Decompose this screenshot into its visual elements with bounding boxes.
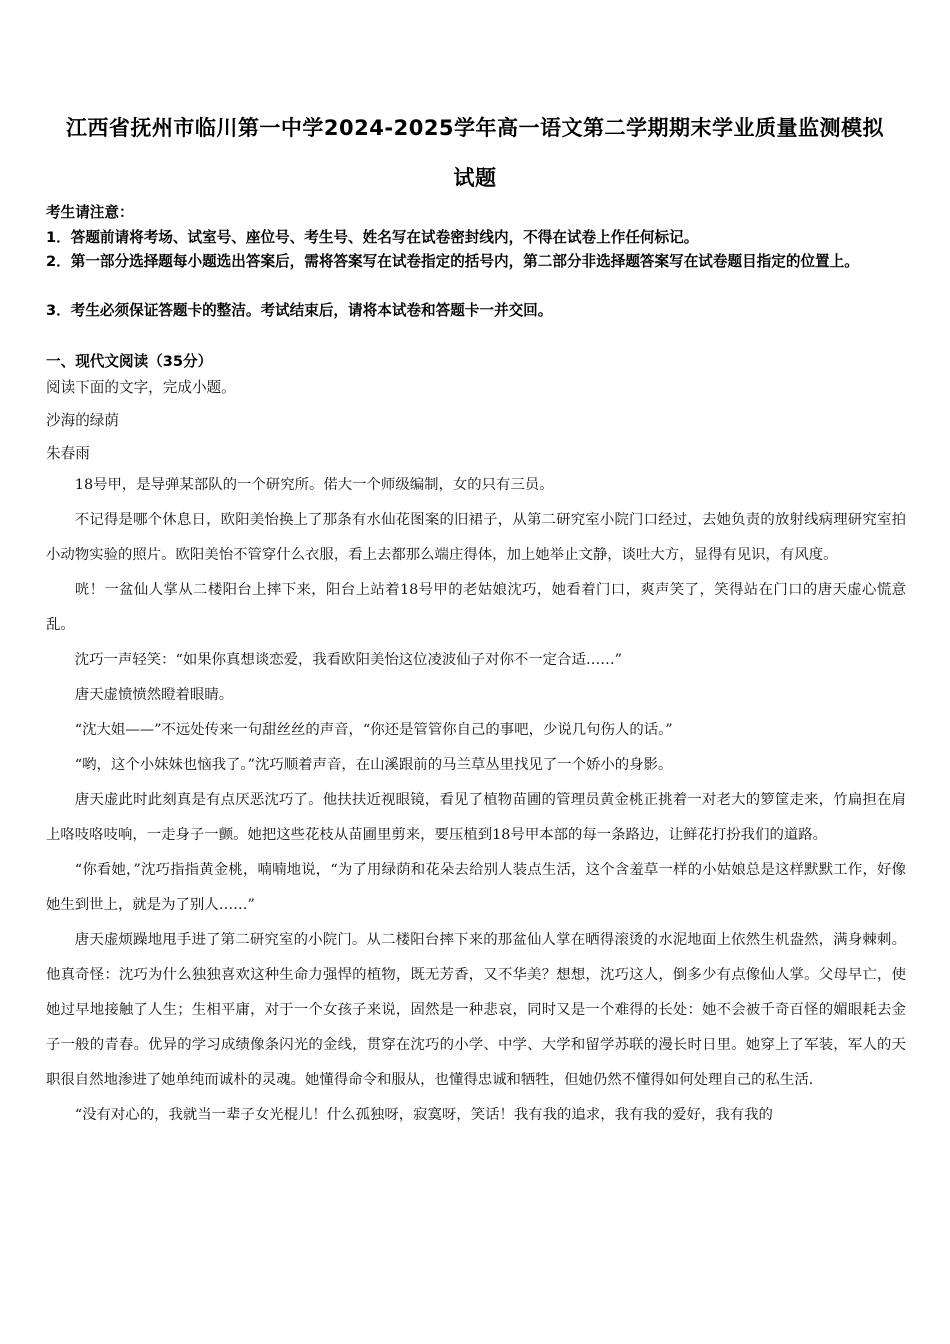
exam-title-line-2: 试题 (453, 166, 497, 190)
paragraph: “哟，这个小妹妹也恼我了。”沈巧顺着声音，在山溪跟前的马兰草丛里找见了一个娇小的身影。 (74, 757, 673, 773)
notice-item-3: 3．考生必须保证答题卡的整洁。考试结束后，请将本试卷和答题卡一并交回。 (46, 302, 553, 319)
reading-instruction: 阅读下面的文字，完成小题。 (46, 379, 236, 396)
notice-heading: 考生请注意： (46, 204, 134, 221)
section-heading: 一、现代文阅读（35分） (46, 353, 213, 370)
paragraph: “没有对心的，我就当一辈子女光棍儿！什么孤独呀，寂寞呀，笑话！我有我的追求，我有我的爱好，我有我的 (74, 1107, 773, 1123)
paragraph: “沈大姐——”不远处传来一句甜丝丝的声音，“你还是管管你自己的事吧，少说几句伤人的话。” (74, 722, 673, 738)
paragraph: 唐天虚烦躁地甩手进了第二研究室的小院门。从二楼阳台摔下来的那盆仙人掌在晒得滚烫的水泥地面上依然生机盎然，满身棘刺。他真奇怪：沈巧为什么独独喜欢这种生命力强悍的植物，既无芳香，又不华美？想想，沈巧这人，倒多少有点像仙人掌。父母早亡，使她过早地接触了人生；生相平庸，对于一个女孩子来说，固然是一种悲哀，同时又是一个难得的长处：她不会被千奇百怪的媚眼耗去金子一般的青春。优异的学习成绩像条闪光的金线，贯穿在沈巧的小学、中学、大学和留学苏联的漫长时日里。她穿上了军装，军人的天职很自然地渗进了她单纯而诚朴的灵魂。她懂得命令和服从，也懂得忠诚和牺牲，但她仍然不懂得如何处理自己的私生活. (46, 932, 906, 1088)
article-body (46, 468, 906, 1133)
exam-title-line-1: 江西省抚州市临川第一中学2024-2025学年高一语文第二学期期末学业质量监测模拟 (65, 116, 885, 140)
notice-item-2: 2．第一部分选择题每小题选出答案后，需将答案写在试卷指定的括号内，第二部分非选择题答案写在试卷题目指定的位置上。 (46, 253, 859, 270)
paragraph: 18号甲，是导弹某部队的一个研究所。偌大一个师级编制，女的只有三员。 (74, 477, 554, 493)
notice-item-1: 1．答题前请将考场、试室号、座位号、考生号、姓名写在试卷密封线内，不得在试卷上作任何标记。 (46, 229, 699, 246)
article-title: 沙海的绿荫 (46, 412, 119, 429)
paragraph: 不记得是哪个休息日，欧阳美怡换上了那条有水仙花图案的旧裙子，从第二研究室小院门口经过，去她负责的放射线病理研究室拍小动物实验的照片。欧阳美怡不管穿什么衣服，看上去都那么端庄得体，加上她举止文静，谈吐大方，显得有见识，有风度。 (46, 512, 906, 563)
paragraph: 咣！一盆仙人掌从二楼阳台上摔下来，阳台上站着18号甲的老姑娘沈巧，她看着门口，爽声笑了，笑得站在门口的唐天虚心慌意乱。 (46, 582, 906, 633)
article-author: 朱春雨 (46, 445, 90, 462)
paragraph: 唐天虚此时此刻真是有点厌恶沈巧了。他扶扶近视眼镜，看见了植物苗圃的管理员黄金桃正挑着一对老大的箩筐走来，竹扁担在肩上咯吱咯吱响，一走身子一颤。她把这些花枝从苗圃里剪来，要压植到18号甲本部的每一条路边，让鲜花打扮我们的道路。 (46, 792, 906, 843)
paragraph: 沈巧一声轻笑：“如果你真想谈恋爱，我看欧阳美怡这位凌波仙子对你不一定合适……” (74, 652, 622, 668)
paragraph: 唐天虚愤愤然瞪着眼睛。 (74, 687, 234, 703)
paragraph: “你看她，”沈巧指指黄金桃，喃喃地说，“为了用绿荫和花朵去给别人装点生活，这个含羞草一样的小姑娘总是这样默默工作，好像她生到世上，就是为了别人……” (46, 862, 906, 913)
